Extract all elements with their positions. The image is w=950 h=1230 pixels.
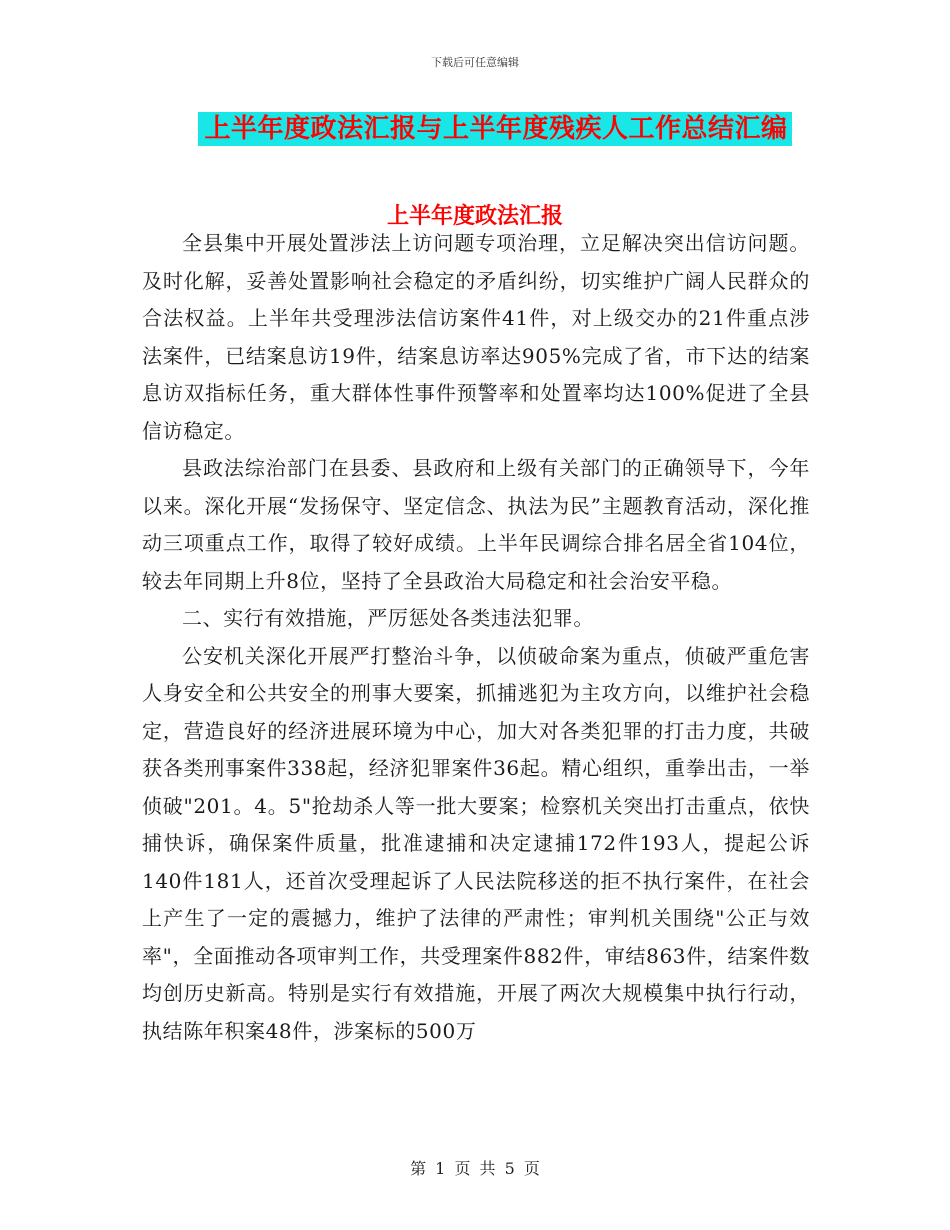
header-note: 下载后可任意编辑 <box>431 56 519 69</box>
paragraph: 公安机关深化开展严打整治斗争，以侦破命案为重点，侦破严重危害人身安全和公共安全的刑事大要案，抓捕逃犯为主攻方向，以维护社会稳定，营造良好的经济进展环境为中心，加大对各类犯罪的打击力度，共破获各类刑事案件338起，经济犯罪案件36起。精心组织，重拳出击，一举侦破"201。4。5"抢劫杀人等一批大要案；检察机关突出打击重点，依快捕快诉，确保案件质量，批准逮捕和决定逮捕172件193人，提起公诉140件181人，还首次受理起诉了人民法院移送的拒不执行案件，在社会上产生了一定的震撼力，维护了法律的严肃性；审判机关围绕"公正与效率"，全面推动各项审判工作，共受理案件882件，审结863件，结案件数均创历史新高。特别是实行有效措施，开展了两次大规模集中执行行动，执结陈年积案48件，涉案标的500万 <box>142 643 810 1043</box>
document-title-container <box>0 112 950 146</box>
section-title: 上半年度政法汇报 <box>386 204 563 229</box>
page-number-footer: 第 1 页 共 5 页 <box>410 1159 540 1178</box>
document-body <box>142 225 810 1050</box>
paragraph: 县政法综治部门在县委、县政府和上级有关部门的正确领导下，今年以来。深化开展“发扬保守、坚定信念、执法为民”主题教育活动，深化推动三项重点工作，取得了较好成绩。上半年民调综合排名居全省104位，较去年同期上升8位，坚持了全县政治大局稳定和社会治安平稳。 <box>142 456 810 593</box>
paragraph: 二、实行有效措施，严厉惩处各类违法犯罪。 <box>182 606 594 630</box>
document-title: 上半年度政法汇报与上半年度残疾人工作总结汇编 <box>198 112 791 146</box>
paragraph: 全县集中开展处置涉法上访问题专项治理，立足解决突出信访问题。及时化解，妥善处置影响社会稳定的矛盾纠纷，切实维护广阔人民群众的合法权益。上半年共受理涉法信访案件41件，对上级交办的21件重点涉法案件，已结案息访19件，结案息访率达905%完成了省，市下达的结案息访双指标任务，重大群体性事件预警率和处置率均达100%促进了全县信访稳定。 <box>142 231 810 443</box>
